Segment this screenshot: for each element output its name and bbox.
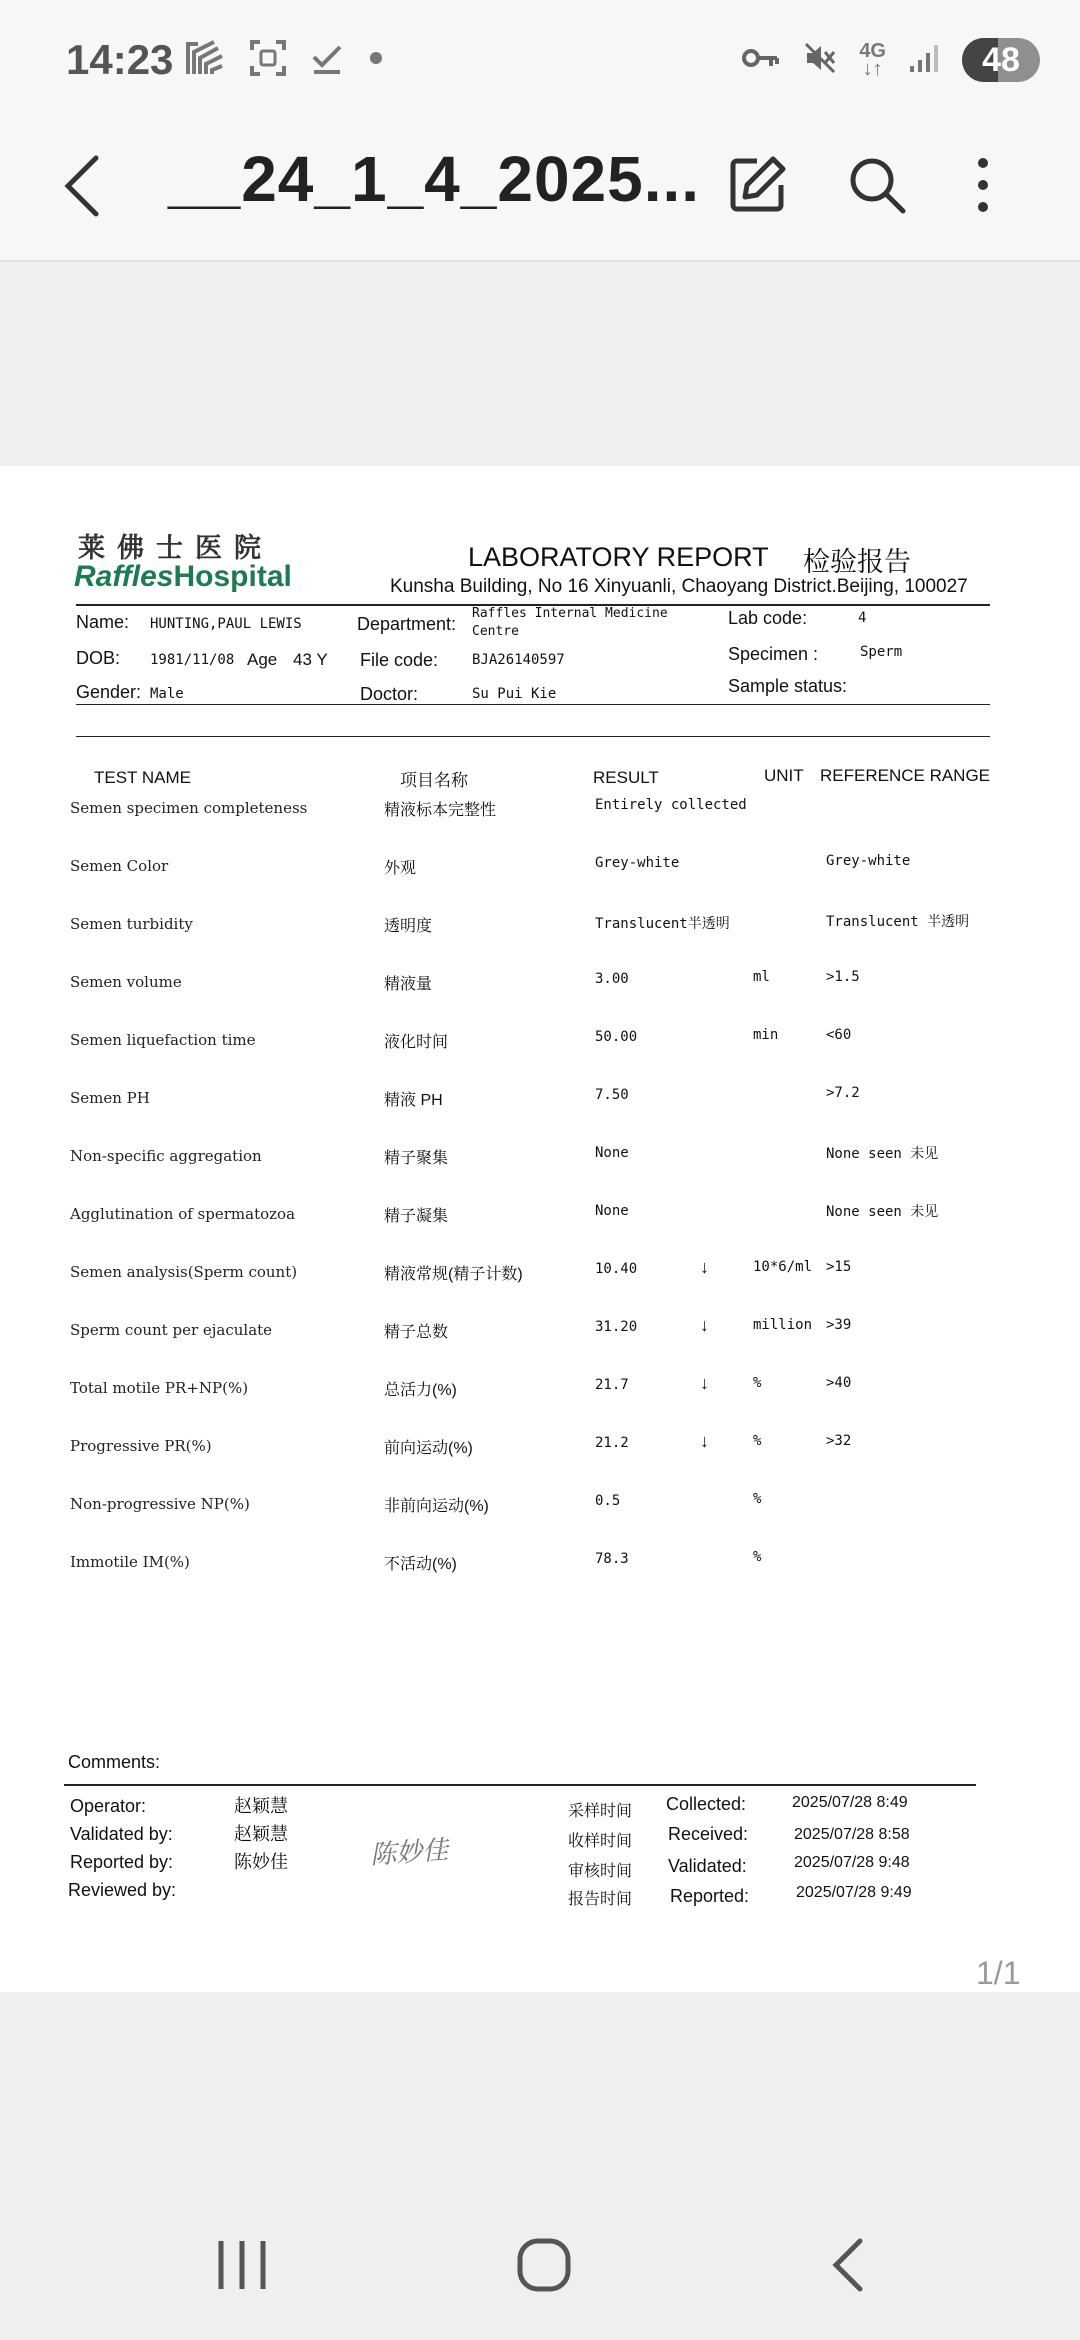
reported-label: Reported: [670, 1886, 750, 1906]
low-flag-icon: ↓ [700, 1431, 709, 1451]
reported-label-cn: 报告时间 [568, 1891, 633, 1908]
table-row [0, 1313, 1080, 1353]
test-name: Immotile IM(%) [70, 1553, 190, 1571]
test-result: Grey-white [595, 855, 680, 871]
test-name: Non-specific aggregation [70, 1147, 262, 1165]
more-icon [973, 155, 993, 215]
operator-label: Operator: [70, 1796, 147, 1816]
received-time: 2025/07/28 8:58 [794, 1826, 910, 1843]
reported-time: 2025/07/28 9:49 [796, 1884, 912, 1901]
table-row [0, 1545, 1080, 1585]
status-bar [0, 0, 1080, 110]
test-reference: >40 [826, 1375, 852, 1391]
file-code: BJA26140597 [472, 652, 565, 668]
gender-label: Gender: [76, 682, 142, 702]
test-name: Semen PH [70, 1089, 150, 1107]
hospital-address: Kunsha Building, No 16 Xinyuanli, Chaoyang District.Beijing, 100027 [390, 576, 968, 597]
collected-label-cn: 采样时间 [568, 1803, 633, 1820]
signal-icon [908, 42, 940, 79]
battery-charging-icon [962, 38, 1040, 82]
validated-by-name: 赵颖慧 [234, 1824, 288, 1844]
status-time: 14:23 [66, 36, 174, 83]
test-result: 7.50 [595, 1087, 629, 1103]
test-result: None [595, 1145, 629, 1161]
department-line-2: Centre [472, 624, 519, 639]
low-flag-icon: ↓ [700, 1315, 709, 1335]
test-reference: >15 [826, 1259, 852, 1275]
back-nav-button[interactable] [798, 2230, 898, 2300]
network-type: 4G ↓↑ [859, 40, 886, 80]
patient-name: HUNTING,PAUL LEWIS [150, 616, 302, 632]
doctor-label: Doctor: [360, 684, 419, 704]
header-unit: UNIT [764, 766, 804, 785]
table-row [0, 791, 1080, 831]
home-button[interactable] [494, 2230, 594, 2300]
header-result: RESULT [593, 768, 659, 787]
test-unit: 10*6/ml [753, 1259, 813, 1275]
mute-icon [803, 41, 837, 80]
collected-time: 2025/07/28 8:49 [792, 1794, 908, 1811]
dot-icon [366, 48, 386, 73]
test-reference: Translucent 半透明 [826, 914, 970, 930]
table-row [0, 849, 1080, 889]
more-button[interactable] [948, 150, 1018, 220]
test-name: Semen Color [70, 857, 169, 875]
file-code-label: File code: [360, 650, 439, 670]
table-row [0, 1023, 1080, 1063]
patient-dob: 1981/11/08 [150, 652, 235, 668]
test-name: Agglutination of spermatozoa [70, 1205, 296, 1223]
document-title: __24_1_4_2025... [168, 143, 701, 215]
low-flag-icon: ↓ [700, 1257, 709, 1277]
patient-gender: Male [150, 686, 184, 702]
pdf-page[interactable] [0, 466, 1080, 1992]
table-row [0, 1371, 1080, 1411]
test-result: 50.00 [595, 1029, 638, 1045]
page-indicator: 1/1 [976, 1955, 1021, 1991]
test-unit: % [753, 1375, 762, 1391]
test-name: Non-progressive NP(%) [70, 1495, 250, 1513]
name-label: Name: [76, 612, 130, 632]
test-name-cn: 精子凝集 [384, 1208, 449, 1225]
data-arrows-icon: ↓↑ [862, 58, 883, 80]
test-unit: min [753, 1027, 779, 1043]
sample-status-label: Sample status: [728, 676, 848, 696]
received-label-cn: 收样时间 [568, 1833, 633, 1850]
check-icon [310, 41, 344, 80]
test-name: Semen analysis(Sperm count) [70, 1263, 298, 1281]
test-reference: Grey-white [826, 853, 911, 869]
validated-by-label: Validated by: [70, 1824, 173, 1844]
reviewed-by-label: Reviewed by: [68, 1880, 177, 1900]
test-name: Semen specimen completeness [70, 799, 308, 817]
app-bar [0, 110, 1080, 262]
logo-hospital: Hospital [173, 560, 292, 593]
dob-label: DOB: [76, 648, 121, 668]
test-name: Semen volume [70, 973, 182, 991]
screenshot-icon [248, 38, 288, 83]
test-unit: % [753, 1491, 762, 1507]
validated-label: Validated: [668, 1856, 747, 1876]
hospital-logo-en [74, 560, 292, 594]
table-row [0, 965, 1080, 1005]
test-result: 31.20 [595, 1319, 638, 1335]
home-icon [516, 2237, 572, 2293]
validated-time: 2025/07/28 9:48 [794, 1854, 910, 1871]
test-unit: million [753, 1317, 813, 1333]
table-row [0, 1487, 1080, 1527]
test-name: Semen liquefaction time [70, 1031, 256, 1049]
test-result: None [595, 1203, 629, 1219]
comments-label: Comments: [68, 1752, 161, 1772]
test-result: 78.3 [595, 1551, 629, 1567]
age-label: Age [247, 650, 278, 669]
divider [76, 736, 990, 737]
lab-code: 4 [858, 610, 867, 626]
department-label: Department: [357, 614, 457, 634]
report-title: LABORATORY REPORT [468, 542, 769, 572]
doctor-name: Su Pui Kie [472, 686, 557, 702]
test-name-cn: 前向运动(%) [384, 1440, 473, 1457]
hospital-logo-cn: 莱佛士医院 [78, 533, 273, 563]
header-test-name: TEST NAME [94, 768, 191, 787]
divider [76, 704, 990, 705]
navigation-bar [0, 2190, 1080, 2340]
test-name-cn: 总活力(%) [384, 1382, 457, 1399]
test-unit: ml [753, 969, 770, 985]
recents-button[interactable] [192, 2230, 292, 2300]
test-unit: % [753, 1549, 762, 1565]
battery-level: 48 [982, 40, 1020, 79]
alert-icon [184, 38, 226, 83]
signature: 陈妙佳 [369, 1835, 450, 1871]
table-row [0, 1197, 1080, 1237]
test-reference: None seen 未见 [826, 1204, 939, 1220]
test-result: 3.00 [595, 971, 629, 987]
test-name-cn: 非前向运动(%) [384, 1498, 489, 1515]
table-row [0, 1429, 1080, 1469]
table-row [0, 1081, 1080, 1121]
test-result: 10.40 [595, 1261, 638, 1277]
report-title-cn: 检验报告 [803, 547, 911, 577]
test-name-cn: 精子聚集 [384, 1150, 449, 1167]
test-reference: >39 [826, 1317, 852, 1333]
back-nav-icon [828, 2237, 868, 2293]
test-name-cn: 液化时间 [384, 1034, 449, 1051]
test-unit: % [753, 1433, 762, 1449]
patient-age: 43 Y [293, 650, 328, 669]
test-name-cn: 透明度 [384, 918, 433, 935]
test-name: Sperm count per ejaculate [70, 1321, 273, 1339]
search-icon [847, 155, 907, 215]
test-result: 21.7 [595, 1377, 629, 1393]
received-label: Received: [668, 1824, 749, 1844]
test-name-cn: 精液 PH [384, 1092, 443, 1109]
test-name-cn: 精液常规(精子计数) [384, 1266, 523, 1283]
test-result: Translucent半透明 [595, 916, 730, 932]
low-flag-icon: ↓ [700, 1373, 709, 1393]
header-item-name: 项目名称 [400, 771, 468, 790]
test-reference: >32 [826, 1433, 852, 1449]
search-button[interactable] [842, 150, 912, 220]
specimen-label: Specimen : [728, 644, 819, 664]
divider [64, 1784, 976, 1786]
table-row [0, 1255, 1080, 1295]
vpn-key-icon [741, 45, 781, 76]
lab-code-label: Lab code: [728, 608, 808, 628]
test-name-cn: 精子总数 [384, 1324, 449, 1341]
test-reference: None seen 未见 [826, 1146, 939, 1162]
test-reference: >1.5 [826, 969, 860, 985]
test-result: 21.2 [595, 1435, 629, 1451]
notification-icons [184, 38, 386, 83]
test-name-cn: 精液量 [384, 976, 433, 993]
header-reference: REFERENCE RANGE [820, 766, 991, 785]
table-row [0, 1139, 1080, 1179]
test-name: Progressive PR(%) [70, 1437, 212, 1455]
test-name-cn: 精液标本完整性 [384, 802, 497, 819]
specimen: Sperm [860, 644, 903, 660]
test-result: Entirely collected [595, 797, 747, 813]
test-name: Total motile PR+NP(%) [70, 1379, 249, 1397]
table-row [0, 907, 1080, 947]
operator-name: 赵颖慧 [234, 1796, 288, 1816]
logo-raffles: Raffles [74, 560, 174, 593]
department-line-1: Raffles Internal Medicine [472, 606, 668, 621]
reported-by-name: 陈妙佳 [234, 1852, 288, 1872]
system-icons [741, 38, 1040, 82]
back-icon [62, 154, 102, 218]
collected-label: Collected: [666, 1794, 747, 1814]
recents-icon [217, 2239, 267, 2291]
test-name-cn: 不活动(%) [384, 1556, 457, 1573]
test-result: 0.5 [595, 1493, 621, 1509]
edit-icon [727, 155, 787, 215]
test-reference: <60 [826, 1027, 852, 1043]
test-name: Semen turbidity [70, 915, 193, 933]
test-name-cn: 外观 [384, 860, 417, 877]
back-button[interactable] [62, 146, 132, 226]
reported-by-label: Reported by: [70, 1852, 174, 1872]
test-reference: >7.2 [826, 1085, 860, 1101]
validated-label-cn: 审核时间 [568, 1863, 633, 1880]
edit-button[interactable] [722, 150, 792, 220]
